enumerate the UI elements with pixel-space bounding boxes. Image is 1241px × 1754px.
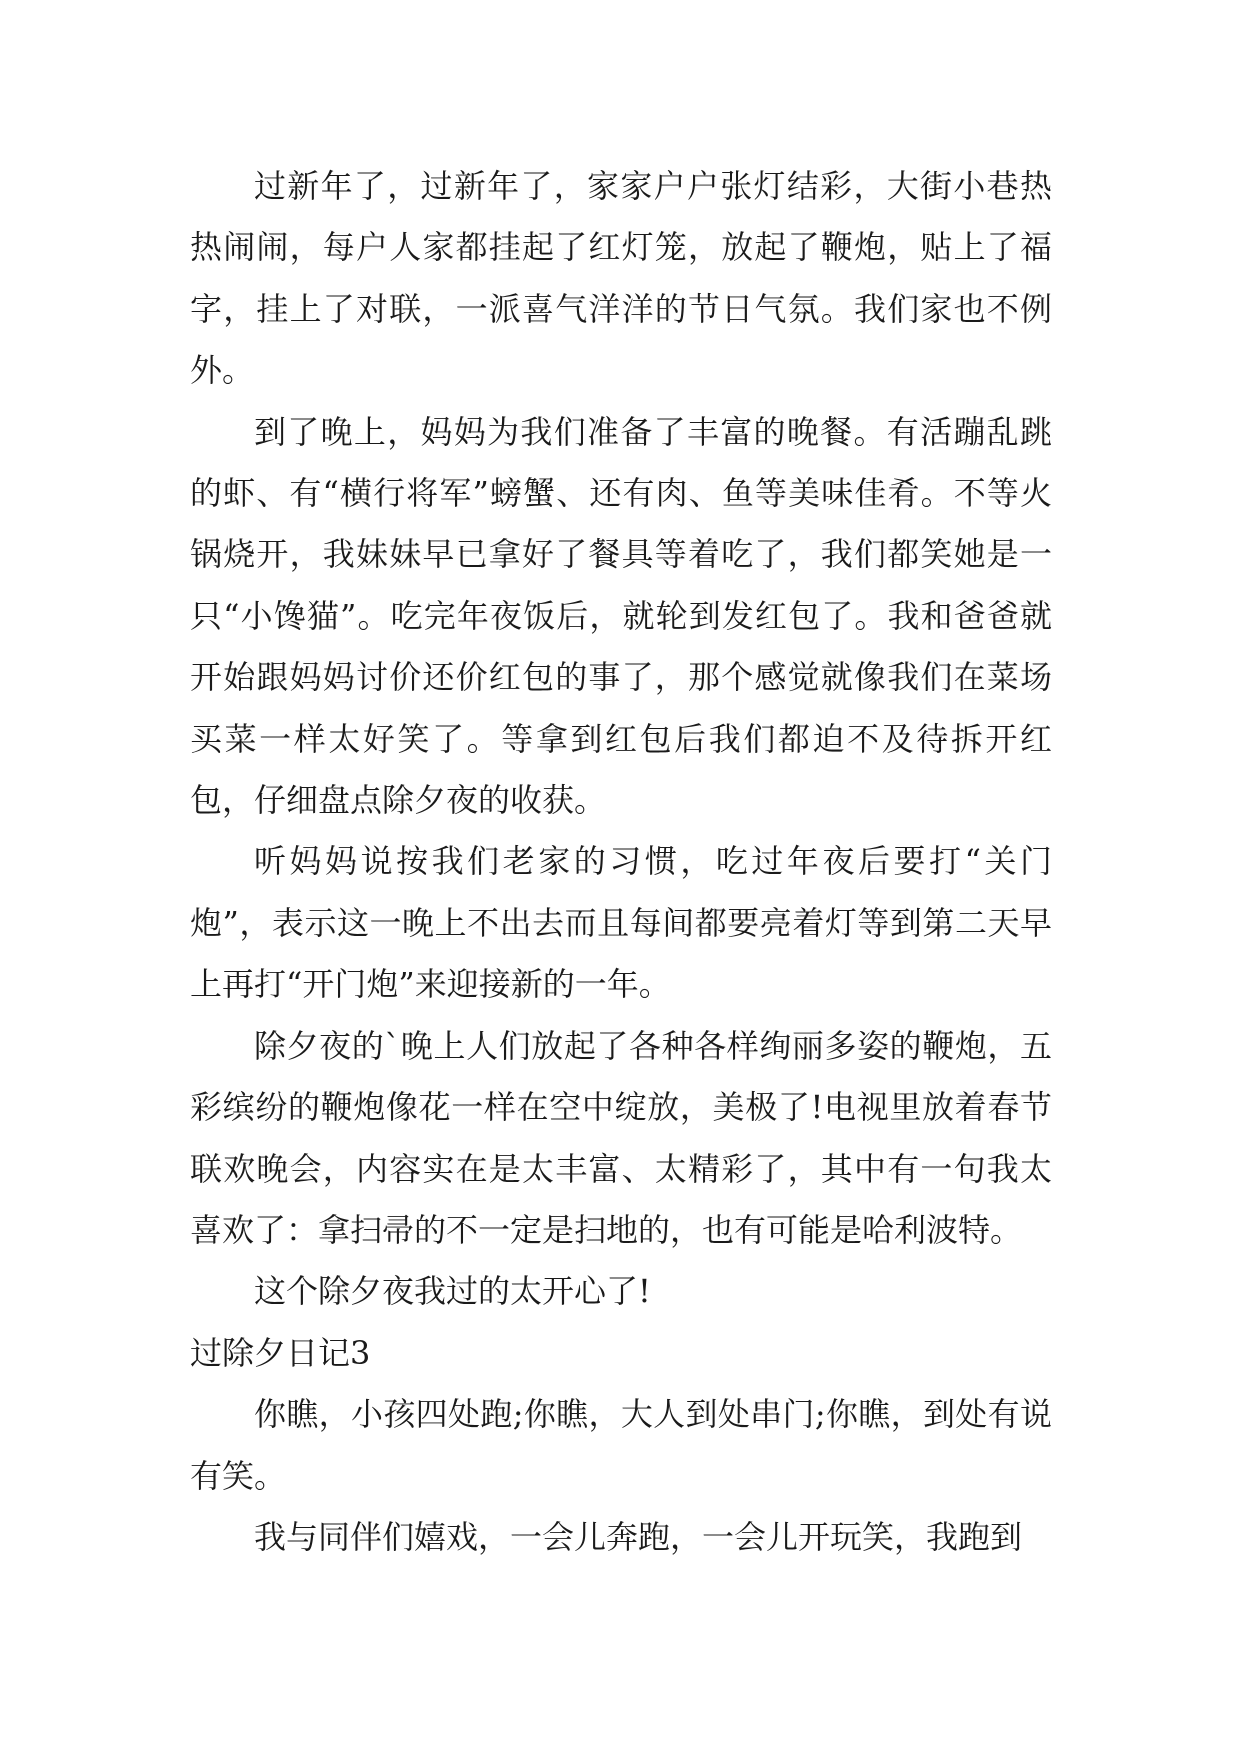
paragraph-happy: 这个除夕夜我过的太开心了! — [254, 1272, 651, 1311]
paragraph-new-year: 过新年了，过新年了，家家户户张灯结彩，大街小巷热热闹闹，每户人家都挂起了红灯笼，放起了鞭炮，贴上了福字，挂上了对联，一派喜气洋洋的节日气氛。我们家也不例外。 — [190, 167, 1052, 390]
paragraph-dinner: 到了晚上，妈妈为我们准备了丰富的晚餐。有活蹦乱跳的虾、有“横行将军”螃蟹、还有肉、鱼等美味佳肴。不等火锅烧开，我妹妹早已拿好了餐具等着吃了，我们都笑她是一只“小馋猫”。吃完年夜饭后，就轮到发红包了。我和爸爸就开始跟妈妈讨价还价红包的事了，那个感觉就像我们在菜场买菜一样太好笑了。等拿到红包后我们都迫不及待拆开红包，仔细盘点除夕夜的收获。 — [190, 412, 1052, 820]
section-title: 过除夕日记3 — [190, 1333, 371, 1372]
document-body — [190, 156, 1052, 1568]
paragraph-play: 我与同伴们嬉戏，一会儿奔跑，一会儿开玩笑，我跑到 — [254, 1517, 1023, 1556]
paragraph-fireworks: 除夕夜的`晚上人们放起了各种各样绚丽多姿的鞭炮，五彩缤纷的鞭炮像花一样在空中绽放，美极了!电视里放着春节联欢晚会，内容实在是太丰富、太精彩了，其中有一句我太喜欢了：拿扫帚的不一定是扫地的，也有可能是哈利波特。 — [190, 1026, 1052, 1249]
paragraph-custom: 听妈妈说按我们老家的习惯，吃过年夜后要打“关门炮”，表示这一晚上不出去而且每间都要亮着灯等到第二天早上再打“开门炮”来迎接新的一年。 — [190, 842, 1052, 1004]
paragraph-look: 你瞧，小孩四处跑;你瞧，大人到处串门;你瞧，到处有说有笑。 — [190, 1395, 1052, 1495]
